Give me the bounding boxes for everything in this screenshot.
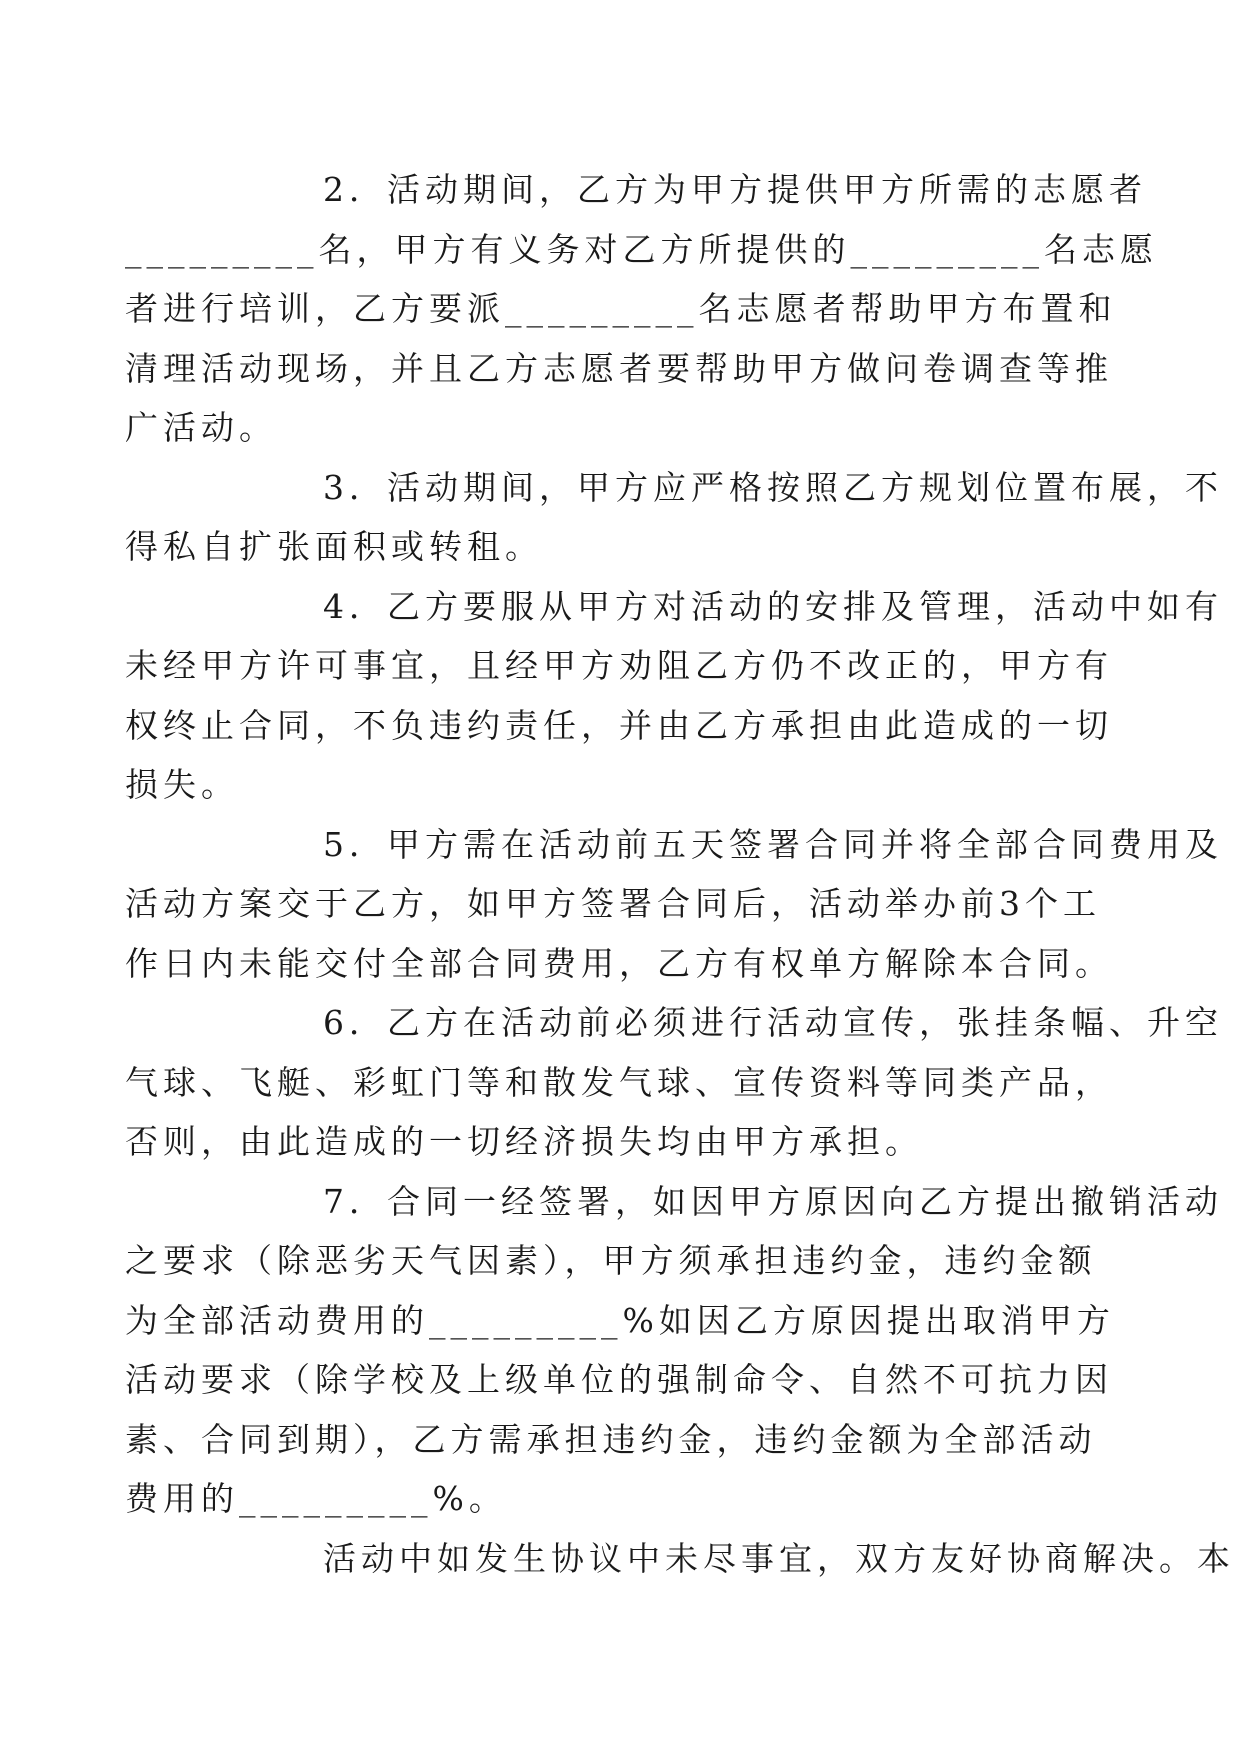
- text-line: 3．活动期间，甲方应严格按照乙方规划位置布展，不: [323, 467, 1223, 507]
- text-line: 4．乙方要服从甲方对活动的安排及管理，活动中如有: [323, 586, 1223, 626]
- text-line: 未经甲方许可事宜，且经甲方劝阻乙方仍不改正的，甲方有: [125, 646, 1113, 685]
- text-line: 气球、飞艇、彩虹门等和散发气球、宣传资料等同类产品，: [125, 1062, 1113, 1102]
- text-line: 6．乙方在活动前必须进行活动宣传，张挂条幅、升空: [323, 1003, 1223, 1042]
- text-line: 活动要求（除学校及上级单位的强制命令、自然不可抗力因: [125, 1360, 1113, 1399]
- closing-paragraph: [191, 1529, 1235, 1589]
- text-line: 为全部活动费用的_________%如因乙方原因提出取消甲方: [125, 1300, 1115, 1340]
- text-line: 者进行培训，乙方要派_________名志愿者帮助甲方布置和: [125, 289, 1117, 328]
- text-line: 活动中如发生协议中未尽事宜，双方友好协商解决。本: [323, 1538, 1235, 1578]
- document-body: [125, 160, 1235, 1588]
- text-line: 5．甲方需在活动前五天签署合同并将全部合同费用及: [323, 824, 1223, 864]
- clause-4: [125, 577, 1223, 815]
- clause-6: [125, 993, 1223, 1172]
- text-line: 得私自扩张面积或转租。: [125, 527, 543, 566]
- text-line: 损失。: [125, 765, 239, 804]
- text-line: 活动方案交于乙方，如甲方签署合同后，活动举办前3个工: [125, 884, 1101, 923]
- text-line: 作日内未能交付全部合同费用，乙方有权单方解除本合同。: [125, 943, 1113, 983]
- clause-2: [125, 160, 1158, 458]
- text-line: 费用的_________%。: [125, 1479, 507, 1518]
- text-line: 7．合同一经签署，如因甲方原因向乙方提出撤销活动: [323, 1181, 1223, 1221]
- text-line: 否则，由此造成的一切经济损失均由甲方承担。: [125, 1122, 923, 1161]
- text-line: 之要求（除恶劣天气因素），甲方须承担违约金，违约金额: [125, 1241, 1097, 1280]
- text-line: 2．活动期间，乙方为甲方提供甲方所需的志愿者: [323, 170, 1147, 209]
- text-line: _________名，甲方有义务对乙方所提供的_________名志愿: [125, 229, 1158, 269]
- text-line: 权终止合同，不负违约责任，并由乙方承担由此造成的一切: [125, 705, 1113, 745]
- clause-7: [125, 1172, 1223, 1529]
- text-line: 素、合同到期），乙方需承担违约金，违约金额为全部活动: [125, 1419, 1097, 1459]
- clause-3: [125, 458, 1223, 577]
- text-line: 清理活动现场，并且乙方志愿者要帮助甲方做问卷调查等推: [125, 348, 1113, 388]
- text-line: 广活动。: [125, 408, 277, 447]
- clause-5: [125, 815, 1223, 994]
